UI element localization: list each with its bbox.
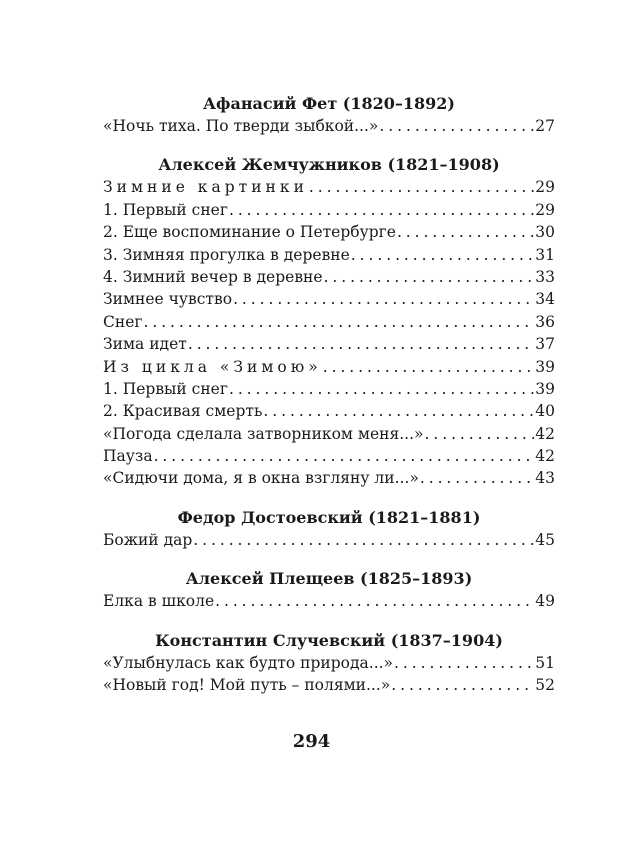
dot-leader (215, 590, 534, 612)
entry-title: 2. Красивая смерть (103, 402, 263, 421)
toc-section-pleshcheev (103, 568, 555, 612)
entry-title: «Новый год! Мой путь – полями...» (103, 676, 391, 695)
toc-entry[interactable] (103, 356, 555, 378)
entry-page-number: 30 (535, 223, 555, 242)
dot-leader (154, 445, 535, 467)
toc-entry[interactable] (103, 445, 555, 467)
entry-title: 2. Еще воспоминание о Петербурге (103, 223, 396, 242)
entry-title: Божий дар (103, 530, 193, 549)
entry-title: Зима идет (103, 335, 187, 354)
toc-entry[interactable] (103, 199, 555, 221)
author-heading: Афанасий Фет (1820–1892) (203, 94, 455, 113)
toc-entry[interactable] (103, 378, 555, 400)
entry-title: 3. Зимняя прогулка в деревне (103, 245, 350, 264)
dot-leader (263, 400, 534, 422)
toc-section-zhemchuzhnikov (103, 154, 555, 489)
entry-page-number: 36 (535, 312, 555, 331)
toc-section-fet (103, 93, 555, 137)
entry-page-number: 31 (535, 245, 555, 264)
toc-entry[interactable] (103, 176, 555, 198)
toc-entry[interactable] (103, 333, 555, 355)
entry-title: Зимнее чувство (103, 290, 233, 309)
entry-page-number: 49 (535, 592, 555, 611)
toc-entry[interactable] (103, 590, 555, 612)
entry-page-number: 34 (535, 290, 555, 309)
entry-title: 4. Зимний вечер в деревне (103, 267, 323, 286)
dot-leader (351, 244, 534, 266)
dot-leader (324, 266, 535, 288)
entry-page-number: 29 (535, 200, 555, 219)
entry-list (103, 590, 555, 612)
entry-title: Снег (103, 312, 143, 331)
toc-section-sluchevsky (103, 630, 555, 697)
page-number: 294 (292, 731, 331, 752)
toc-entry[interactable] (103, 244, 555, 266)
dot-leader (323, 356, 535, 378)
entry-list (103, 529, 555, 551)
toc-entry[interactable] (103, 674, 555, 696)
toc-entry[interactable] (103, 652, 555, 674)
entry-list (103, 115, 555, 137)
entry-page-number: 51 (535, 653, 555, 672)
entry-page-number: 27 (535, 117, 555, 135)
table-of-contents (103, 93, 555, 696)
toc-entry[interactable] (103, 400, 555, 422)
toc-entry[interactable] (103, 266, 555, 288)
entry-page-number: 42 (535, 424, 555, 443)
entry-title: «Сидючи дома, я в окна взгляну ли...» (103, 469, 419, 488)
entry-page-number: 37 (535, 335, 555, 354)
entry-title: «Ночь тиха. По тверди зыбкой...» (103, 117, 379, 135)
entry-page-number: 39 (535, 357, 555, 376)
dot-leader (420, 467, 534, 489)
toc-entry[interactable] (103, 221, 555, 243)
entry-title: Из цикла «Зимою» (103, 357, 322, 376)
entry-list (103, 652, 555, 697)
dot-leader (229, 378, 534, 400)
entry-title: «Погода сделала затворником меня...» (103, 424, 424, 443)
entry-page-number: 29 (535, 178, 555, 197)
entry-title: «Улыбнулась как будто природа...» (103, 653, 394, 672)
toc-entry[interactable] (103, 115, 555, 137)
toc-entry[interactable] (103, 311, 555, 333)
entry-title: 1. Первый снег (103, 200, 228, 219)
dot-leader (397, 221, 534, 243)
dot-leader (394, 652, 534, 674)
toc-entry[interactable] (103, 467, 555, 489)
entry-page-number: 33 (535, 267, 555, 286)
dot-leader (425, 423, 535, 445)
entry-page-number: 40 (535, 402, 555, 421)
dot-leader (188, 333, 534, 355)
toc-section-dostoevsky (103, 507, 555, 551)
entry-title: Елка в школе (103, 592, 215, 611)
dot-leader (379, 115, 534, 137)
toc-entry[interactable] (103, 529, 555, 551)
entry-title: 1. Первый снег (103, 379, 228, 398)
toc-entry[interactable] (103, 288, 555, 310)
dot-leader (193, 529, 534, 551)
toc-entry[interactable] (103, 423, 555, 445)
author-heading: Алексей Жемчужников (1821–1908) (158, 155, 500, 175)
entry-list (103, 176, 555, 489)
entry-title: Зимние картинки (103, 178, 308, 197)
dot-leader (229, 199, 534, 221)
author-heading: Константин Случевский (1837–1904) (155, 630, 503, 650)
entry-page-number: 43 (535, 469, 555, 488)
entry-title: Пауза (103, 447, 153, 466)
entry-page-number: 42 (535, 447, 555, 466)
dot-leader (233, 288, 534, 310)
dot-leader (309, 176, 534, 198)
dot-leader (143, 311, 534, 333)
dot-leader (391, 674, 534, 696)
entry-page-number: 39 (535, 379, 555, 398)
author-heading: Федор Достоевский (1821–1881) (177, 507, 481, 527)
entry-page-number: 52 (535, 676, 555, 695)
entry-page-number: 45 (535, 530, 555, 549)
author-heading: Алексей Плещеев (1825–1893) (185, 569, 473, 589)
